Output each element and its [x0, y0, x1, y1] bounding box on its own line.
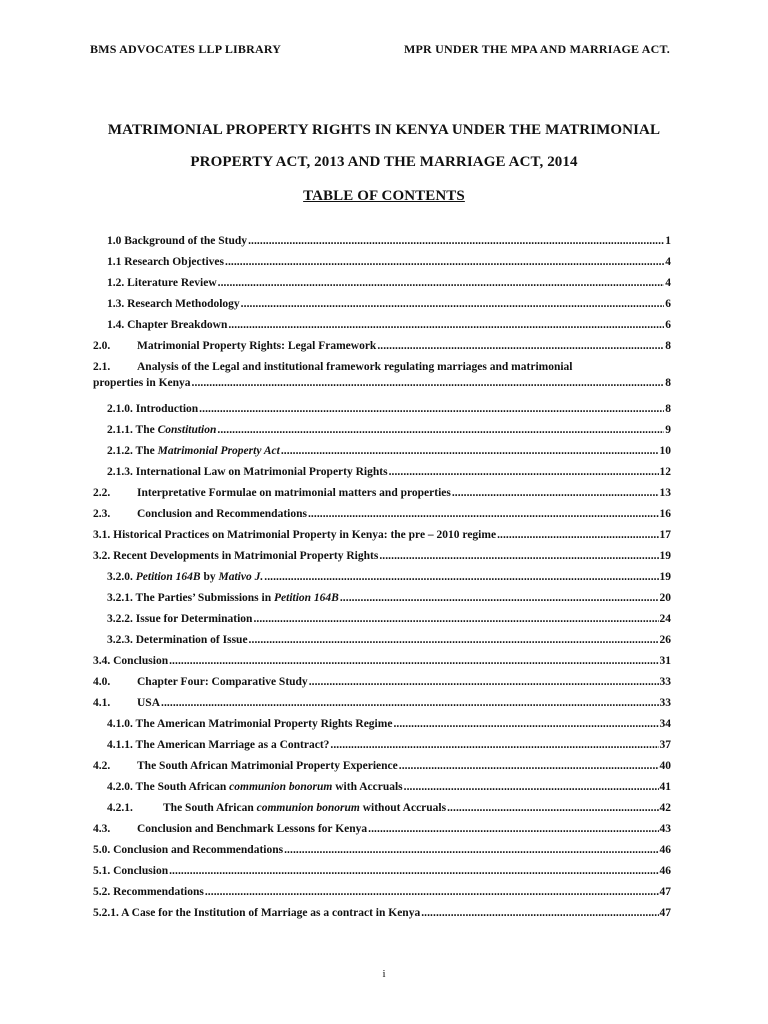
- toc-entry-page: 24: [659, 613, 671, 625]
- toc-entry-page: 34: [659, 718, 671, 730]
- toc-entry-page: 17: [659, 529, 671, 541]
- toc-entry-page: 31: [659, 655, 671, 667]
- dot-leader: [241, 296, 665, 312]
- dot-leader: [340, 590, 659, 606]
- toc-entry[interactable]: [93, 884, 671, 900]
- dot-leader: [393, 716, 658, 732]
- toc-entry[interactable]: [93, 485, 671, 501]
- dot-leader: [199, 401, 664, 417]
- toc-entry-page: 16: [659, 508, 671, 520]
- document-title-line-2: PROPERTY ACT, 2013 AND THE MARRIAGE ACT, 2014: [190, 154, 578, 170]
- toc-entry-title: 4.1.0. The American Matrimonial Property Rights Regime: [107, 718, 393, 730]
- toc-entry[interactable]: [93, 821, 671, 837]
- toc-entry-title-italic: communion bonorum: [229, 781, 333, 793]
- toc-entry-page: 19: [659, 550, 671, 562]
- toc-entry[interactable]: [93, 506, 671, 522]
- toc-entry-title: 5.2.1. A Case for the Institution of Marriage as a contract in Kenya: [93, 907, 421, 919]
- toc-entry-title: 3.2.1. The Parties’ Submissions in: [107, 592, 274, 604]
- toc-entry[interactable]: [107, 401, 671, 417]
- toc-entry-title: 4.1.1. The American Marriage as a Contract?: [107, 739, 330, 751]
- toc-entry-title: 1.4. Chapter Breakdown: [107, 319, 228, 331]
- toc-entry-title: 3.2.3. Determination of Issue: [107, 634, 248, 646]
- toc-entry-page: 12: [659, 466, 671, 478]
- dot-leader: [284, 842, 658, 858]
- toc-entry-title: without Accruals: [359, 802, 447, 814]
- dot-leader: [497, 527, 658, 543]
- toc-entry-page: 40: [659, 760, 671, 772]
- toc-entry-title-italic: communion bonorum: [256, 802, 360, 814]
- toc-entry[interactable]: [93, 758, 671, 774]
- dot-leader: [308, 506, 659, 522]
- toc-entry-number: 4.3.: [93, 823, 111, 835]
- toc-entry-title: 2.1.1. The: [107, 424, 158, 436]
- toc-heading: TABLE OF CONTENTS: [303, 188, 465, 204]
- toc-entry-page: 20: [659, 592, 671, 604]
- toc-entry-title: Chapter Four: Comparative Study: [137, 676, 308, 688]
- toc-entry-title: 2.1.3. International Law on Matrimonial Property Rights: [107, 466, 388, 478]
- toc-entry-page: 19: [659, 571, 671, 583]
- toc-entry[interactable]: [107, 254, 671, 270]
- toc-entry-title: 5.0. Conclusion and Recommendations: [93, 844, 284, 856]
- dot-leader: [248, 233, 664, 249]
- dot-leader: [452, 485, 659, 501]
- dot-leader: [379, 548, 658, 564]
- toc-entry[interactable]: [107, 464, 671, 480]
- toc-entry[interactable]: [93, 338, 671, 354]
- toc-entry[interactable]: [93, 863, 671, 879]
- header-left: BMS ADVOCATES LLP LIBRARY: [90, 42, 282, 56]
- toc-entry-title: 2.1.2. The: [107, 445, 158, 457]
- toc-entry-number: 4.0.: [93, 676, 111, 688]
- toc-entry-page: 13: [659, 487, 671, 499]
- toc-entry-page: 47: [659, 886, 671, 898]
- toc-entry-title: 3.2.2. Issue for Determination: [107, 613, 253, 625]
- toc-entry-page: 33: [659, 676, 671, 688]
- dot-leader: [217, 422, 664, 438]
- toc-entry-title: 3.2.0.: [107, 571, 136, 583]
- toc-entry-title-italic: Matrimonial Property Act: [157, 445, 280, 457]
- toc-entry-number: 2.3.: [93, 508, 111, 520]
- dot-leader: [161, 695, 658, 711]
- toc-entry[interactable]: [93, 842, 671, 858]
- toc-entry-title: Interpretative Formulae on matrimonial matters and properties: [137, 487, 451, 499]
- toc-entry-page: 9: [665, 424, 671, 436]
- dot-leader: [404, 779, 659, 795]
- dot-leader: [281, 443, 659, 459]
- toc-entry-page: 41: [659, 781, 671, 793]
- document-title-line-1: MATRIMONIAL PROPERTY RIGHTS IN KENYA UNDER THE MATRIMONIAL: [107, 122, 661, 138]
- page-number: i: [382, 968, 386, 980]
- toc-entry-title: 2.1.0. Introduction: [107, 403, 199, 415]
- toc-entry-page: 37: [659, 739, 671, 751]
- toc-entry-page: 1: [665, 235, 671, 247]
- toc-entry[interactable]: [107, 296, 671, 312]
- toc-entry-page: 42: [659, 802, 671, 814]
- dot-leader: [264, 569, 658, 585]
- toc-entry[interactable]: [93, 674, 671, 690]
- toc-entry[interactable]: [93, 359, 671, 391]
- toc-entry-title: 3.2. Recent Developments in Matrimonial Property Rights: [93, 550, 379, 562]
- toc-entry-page: 43: [659, 823, 671, 835]
- toc-entry-title: 1.0 Background of the Study: [107, 235, 248, 247]
- running-header: [90, 42, 670, 57]
- toc-entry-title: 5.2. Recommendations: [93, 886, 204, 898]
- toc-entry[interactable]: [107, 779, 671, 795]
- toc-entry-number: 4.2.1.: [107, 802, 133, 814]
- toc-entry-title: 1.1 Research Objectives: [107, 256, 224, 268]
- toc-entry[interactable]: [107, 443, 671, 459]
- toc-entry-title: 4.2.0. The South African: [107, 781, 230, 793]
- toc-entry[interactable]: [93, 905, 671, 921]
- toc-entry-title: Matrimonial Property Rights: Legal Framework: [137, 340, 377, 352]
- toc-entry-title: The South African Matrimonial Property Experience: [137, 760, 398, 772]
- dot-leader: [249, 632, 659, 648]
- toc-entry-number: 4.1.: [93, 697, 111, 709]
- toc-entry-title: USA: [137, 697, 161, 709]
- toc-entry-page: 47: [659, 907, 671, 919]
- dot-leader: [253, 611, 658, 627]
- toc-entry[interactable]: [93, 653, 671, 669]
- toc-entry-title: by: [200, 571, 219, 583]
- dot-leader: [225, 254, 664, 270]
- toc-entry-title-italic: Constitution: [157, 424, 217, 436]
- toc-entry-page: 4: [665, 256, 671, 268]
- toc-entry-title: Conclusion and Benchmark Lessons for Kenya: [137, 823, 368, 835]
- dot-leader: [169, 653, 658, 669]
- toc-entry-title: 3.1. Historical Practices on Matrimonial Property in Kenya: the pre – 2010 regime: [93, 529, 497, 541]
- toc-entry-title: Conclusion and Recommendations: [137, 508, 307, 520]
- dot-leader: [218, 275, 665, 291]
- toc-entry-title-italic: Petition 164B: [274, 592, 339, 604]
- toc-entry-page: 6: [665, 319, 671, 331]
- toc-entry[interactable]: [107, 275, 671, 291]
- toc-entry-page: 8: [665, 403, 671, 415]
- dot-leader: [330, 737, 658, 753]
- toc-entry[interactable]: [107, 569, 671, 585]
- toc-entry-title: 1.2. Literature Review: [107, 277, 217, 289]
- toc-entry[interactable]: [107, 611, 671, 627]
- toc-entry-title-continued: properties in Kenya: [93, 377, 191, 389]
- toc-entry-number: 2.0.: [93, 340, 111, 352]
- toc-entry[interactable]: [107, 422, 671, 438]
- dot-leader: [309, 674, 659, 690]
- toc-entry-number: 2.2.: [93, 487, 111, 499]
- dot-leader: [205, 884, 659, 900]
- toc-entry-title-italic: Mativo J.: [218, 571, 264, 583]
- toc-entry-page: 46: [659, 844, 671, 856]
- toc-entry[interactable]: [107, 590, 671, 606]
- toc-entry[interactable]: [107, 800, 671, 816]
- toc-entry-page: 46: [659, 865, 671, 877]
- header-right: MPR UNDER THE MPA AND MARRIAGE ACT.: [403, 42, 670, 56]
- toc-entry-page: 33: [659, 697, 671, 709]
- dot-leader: [377, 338, 664, 354]
- toc-entry-number: 2.1.: [93, 361, 111, 373]
- toc-entry-title-italic: Petition 164B: [135, 571, 201, 583]
- dot-leader: [421, 905, 658, 921]
- toc-entry-page: 8: [665, 377, 671, 389]
- toc-entry-title: 3.4. Conclusion: [93, 655, 169, 667]
- dot-leader: [228, 317, 664, 333]
- toc-entry[interactable]: [107, 317, 671, 333]
- dot-leader: [399, 758, 659, 774]
- toc-entry[interactable]: [93, 695, 671, 711]
- toc-entry-page: 4: [665, 277, 671, 289]
- toc-entry-page: 8: [665, 340, 671, 352]
- dot-leader: [368, 821, 658, 837]
- toc-entry-title: The South African: [163, 802, 257, 814]
- toc-entry-title: 5.1. Conclusion: [93, 865, 169, 877]
- toc-entry[interactable]: [93, 527, 671, 543]
- dot-leader: [389, 464, 659, 480]
- toc-entry-page: 10: [659, 445, 671, 457]
- toc-entry[interactable]: [107, 632, 671, 648]
- dot-leader: [447, 800, 658, 816]
- toc-entry-number: 4.2.: [93, 760, 111, 772]
- toc-entry[interactable]: [107, 716, 671, 732]
- toc-entry[interactable]: [93, 548, 671, 564]
- toc-entry-title: Analysis of the Legal and institutional framework regulating marriages and matrimonial: [137, 361, 573, 373]
- toc-entry[interactable]: [107, 233, 671, 249]
- toc-entry-page: 26: [659, 634, 671, 646]
- toc-entry-title: with Accruals: [332, 781, 403, 793]
- toc-entry[interactable]: [107, 737, 671, 753]
- toc-entry-page: 6: [665, 298, 671, 310]
- dot-leader: [192, 375, 665, 391]
- dot-leader: [169, 863, 658, 879]
- toc-entry-title: 1.3. Research Methodology: [107, 298, 240, 310]
